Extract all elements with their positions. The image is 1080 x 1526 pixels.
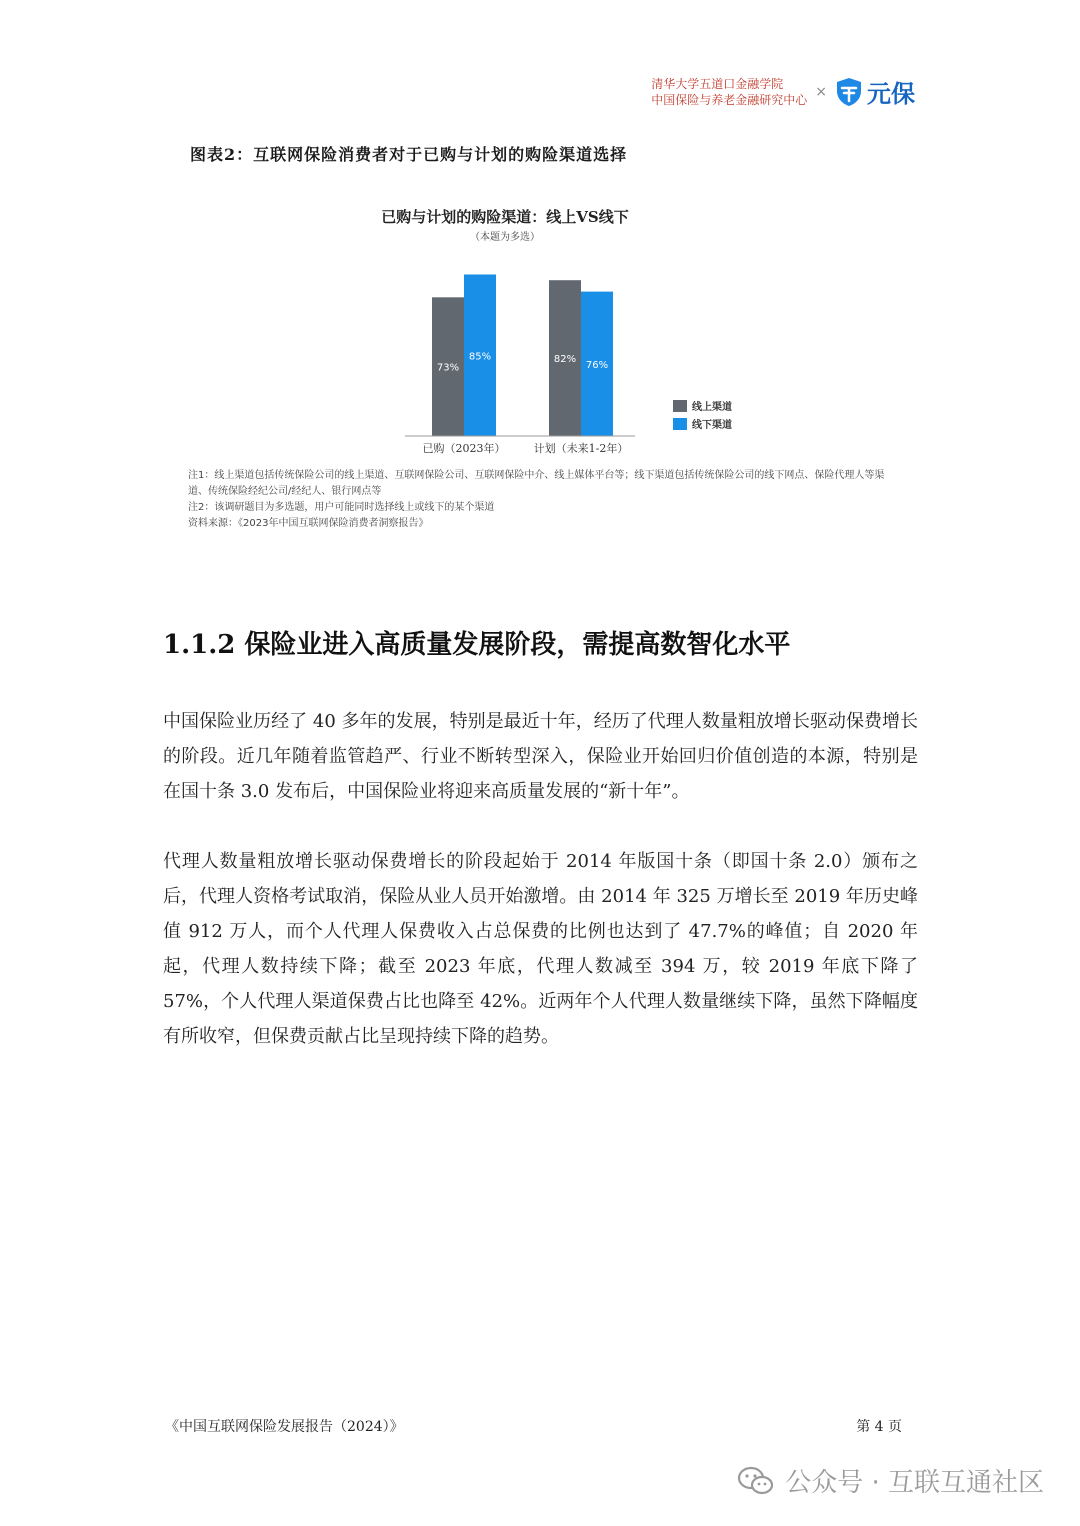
x-tick-label: 计划（未来1-2年） (533, 442, 629, 455)
bar-value-label: 76% (585, 359, 609, 371)
note-1: 注1：线上渠道包括传统保险公司的线上渠道、互联网保险公司、互联网保险中介、线上媒体平台等；线下渠道包括传统保险公司的线下网点、保险代理人等渠道、传统保险经纪公司/经纪人、银行网点等 (188, 470, 885, 497)
legend-swatch (673, 400, 687, 412)
chart-title: 已购与计划的购险渠道：线上VS线下 (381, 208, 629, 226)
collaboration-cross: × (815, 83, 827, 100)
shield-logo-icon (835, 77, 863, 107)
bar-chart (300, 200, 780, 462)
header-logos (651, 74, 915, 109)
brand-name: 元保 (867, 80, 915, 108)
institute-line-1: 清华大学五道口金融学院 (651, 76, 784, 91)
note-2: 注2：该调研题目为多选题，用户可能同时选择线上或线下的某个渠道 (188, 502, 495, 513)
watermark-text: 公众号 · 互联互通社区 (785, 1468, 1044, 1498)
footer-page-number: 第 4 页 (856, 1419, 902, 1435)
wechat-icon (737, 1465, 775, 1497)
bar-value-label: 82% (553, 354, 577, 366)
footer-report-title: 《中国互联网保险发展报告（2024）》 (165, 1419, 404, 1435)
legend-swatch (673, 418, 687, 430)
bar-value-label: 85% (468, 351, 492, 363)
institute-name (651, 76, 807, 108)
brand-logo (835, 74, 915, 109)
chart-subtitle: （本题为多选） (470, 232, 540, 243)
x-tick-label: 已购（2023年） (422, 442, 506, 455)
institute-line-2: 中国保险与养老金融研究中心 (651, 92, 808, 107)
source-line: 资料来源：《2023年中国互联网保险消费者洞察报告》 (188, 518, 429, 529)
chart-legend (673, 400, 732, 431)
section-heading: 1.1.2 保险业进入高质量发展阶段，需提高数智化水平 (163, 630, 791, 660)
x-tick-labels (423, 441, 629, 455)
body-paragraph-1: 中国保险业历经了 40 多年的发展，特别是最近十年，经历了代理人数量粗放增长驱动保费增长的阶段。近几年随着监管趋严、行业不断转型深入，保险业开始回归价值创造的本源，特别是在国十条 3.0 发布后，中国保险业将迎来高质量发展的“新十年”。 (163, 711, 918, 802)
body-paragraph-2: 代理人数量粗放增长驱动保费增长的阶段起始于 2014 年版国十条（即国十条 2.0）颁布之后，代理人资格考试取消，保险从业人员开始激增。由 2014 年 325 万增长至 2019 年历史峰值 912 万人，而个人代理人保费收入占总保费的比例也达到了 47.7%的峰值；自 2020 年起，代理人数持续下降；截至 2023 年底，代理人数减至 394 万，较 2019 年底下降了 57%，个人代理人渠道保费占比也降至 42%。近两年个人代理人数量继续下降，虽然下降幅度有所收窄，但保费贡献占比呈现持续下降的趋势。 (163, 851, 918, 1047)
legend-label: 线下渠道 (692, 420, 732, 431)
figure-notes (188, 468, 888, 532)
legend-label: 线上渠道 (692, 402, 732, 413)
bar-value-label: 73% (436, 362, 460, 374)
figure-caption: 图表2：互联网保险消费者对于已购与计划的购险渠道选择 (190, 145, 628, 164)
watermark (737, 1462, 1044, 1499)
bar-group (432, 275, 613, 437)
